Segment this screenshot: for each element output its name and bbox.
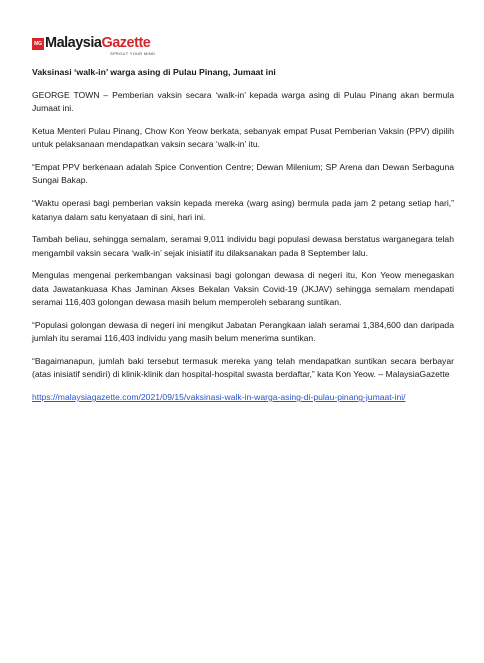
- article-paragraph: “Empat PPV berkenaan adalah Spice Convention Centre; Dewan Milenium; SP Arena dan Dewan Serbaguna Sungai Bakap.: [32, 162, 454, 186]
- logo-mark-icon: MG: [32, 38, 44, 50]
- logo-wordmark: [45, 35, 150, 51]
- article-paragraph: “Bagaimanapun, jumlah baki tersebut termasuk mereka yang telah mendapatkan suntikan secara berbayar (atas inisiatif sendiri) di klinik-klinik dan hospital-hospital swasta berdaftar,” kata Kon Yeow. – MalaysiaGazette: [32, 355, 454, 380]
- logo-tagline: SPROUT YOUR MIND: [110, 51, 156, 56]
- source-url-link[interactable]: https://malaysiagazette.com/2021/09/15/vaksinasi-walk-in-warga-asing-di-pulau-pinang-jumaat-ini/: [32, 392, 406, 403]
- article-paragraph: “Populasi golongan dewasa di negeri ini mengikut Jabatan Perangkaan ialah seramai 1,384,600 dan daripada jumlah itu seramai 116,403 individu yang masih belum menerima suntikan.: [32, 319, 454, 344]
- logo-name-part2: Gazette: [101, 35, 151, 51]
- logo-name-part1: Malaysia: [45, 35, 102, 51]
- article-paragraph: “Waktu operasi bagi pemberian vaksin kepada mereka (warg asing) bermula pada jam 2 petang setiap hari,” katanya dalam satu kenyataan di sini, hari ini.: [32, 198, 454, 222]
- article-paragraph: Tambah beliau, sehingga semalam, seramai 9,011 individu bagi populasi dewasa berstatus warganegara telah mengambil vaksin secara ‘walk-in’ sejak inisiatif itu dilaksanakan pada 8 September lalu.: [32, 234, 454, 258]
- article-paragraph: Ketua Menteri Pulau Pinang, Chow Kon Yeow berkata, sebanyak empat Pusat Pemberian Vaksin (PPV) dipilih untuk pelaksanaan mendapatkan vaksin secara ‘walk-in’ itu.: [32, 126, 454, 150]
- article-paragraph: Mengulas mengenai perkembangan vaksinasi bagi golongan dewasa di negeri itu, Kon Yeow menegaskan data Jawatankuasa Khas Jaminan Akses Bekalan Vaksin Covid-19 (JKJAV) sehingga semalam mendapati seramai 116,403 golongan dewasa masih belum memperoleh sebarang suntikan.: [32, 270, 454, 308]
- article-title: Vaksinasi ‘walk-in’ warga asing di Pulau Pinang, Jumaat ini: [32, 67, 276, 77]
- malaysiagazette-logo: [32, 37, 192, 61]
- article-paragraph: GEORGE TOWN – Pemberian vaksin secara ‘walk-in’ kepada warga asing di Pulau Pinang akan bermula Jumaat ini.: [32, 90, 454, 114]
- article-body: [32, 66, 454, 404]
